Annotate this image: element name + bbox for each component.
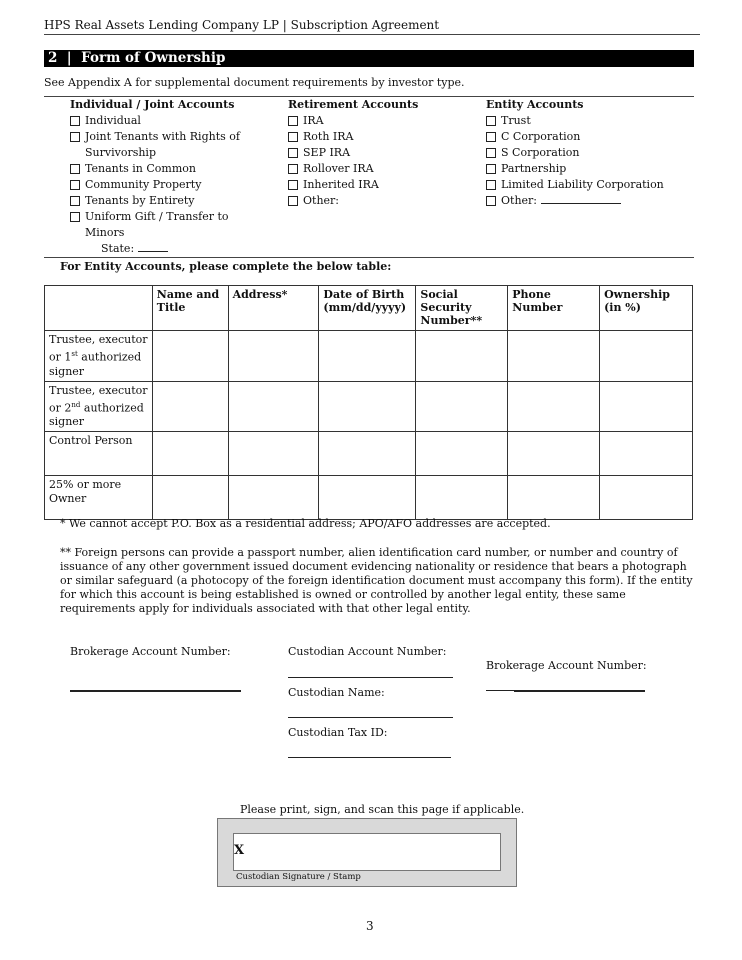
checkbox[interactable]	[70, 116, 80, 126]
table-cell[interactable]	[416, 476, 508, 520]
option-entity-other[interactable]: Other:	[486, 193, 696, 209]
brokerage-account-label-left: Brokerage Account Number:	[70, 645, 231, 658]
checkbox[interactable]	[70, 180, 80, 190]
custodian-account-label: Custodian Account Number:	[288, 645, 447, 658]
table-row	[45, 432, 693, 476]
option-individual[interactable]: Individual	[70, 113, 270, 129]
checkbox[interactable]	[70, 132, 80, 142]
state-field[interactable]: State:	[70, 241, 270, 257]
row-label: Trustee, executor or 1st authorized signer	[45, 331, 153, 382]
col-header-address: Address*	[228, 286, 319, 331]
custodian-tax-label: Custodian Tax ID:	[288, 726, 388, 739]
section-title: 2 | Form of Ownership	[44, 50, 694, 67]
option-joint-tenants[interactable]: Joint Tenants with Rights of Survivorship	[70, 129, 270, 161]
table-cell[interactable]	[152, 331, 228, 382]
table-cell[interactable]	[600, 381, 693, 432]
checkbox[interactable]	[70, 212, 80, 222]
state-blank[interactable]	[138, 241, 168, 252]
table-cell[interactable]	[152, 381, 228, 432]
option-tenants-by-entirety[interactable]: Tenants by Entirety	[70, 193, 270, 209]
checkbox[interactable]	[70, 164, 80, 174]
col-header-dob: Date of Birth (mm/dd/yyyy)	[319, 286, 416, 331]
table-cell[interactable]	[152, 432, 228, 476]
checkbox[interactable]	[288, 132, 298, 142]
print-sign-instruction: Please print, sign, and scan this page if applicable.	[240, 803, 525, 816]
checkbox[interactable]	[486, 196, 496, 206]
option-inherited-ira[interactable]: Inherited IRA	[288, 177, 468, 193]
table-cell[interactable]	[319, 331, 416, 382]
custodian-account-line[interactable]	[288, 677, 453, 678]
option-tenants-in-common[interactable]: Tenants in Common	[70, 161, 270, 177]
brokerage-account-line-right-a[interactable]	[486, 690, 514, 691]
option-partnership[interactable]: Partnership	[486, 161, 696, 177]
individual-heading: Individual / Joint Accounts	[70, 98, 235, 111]
individual-accounts-column	[70, 97, 270, 257]
option-c-corporation[interactable]: C Corporation	[486, 129, 696, 145]
table-row	[45, 476, 693, 520]
table-cell[interactable]	[416, 432, 508, 476]
table-cell[interactable]	[600, 476, 693, 520]
row-label: 25% or more Owner	[45, 476, 153, 520]
col-header-ownership: Ownership (in %)	[600, 286, 693, 331]
checkbox[interactable]	[288, 116, 298, 126]
option-sep-ira[interactable]: SEP IRA	[288, 145, 468, 161]
custodian-name-label: Custodian Name:	[288, 686, 385, 699]
entity-accounts-column	[486, 97, 696, 209]
checkbox[interactable]	[486, 164, 496, 174]
checkbox[interactable]	[288, 180, 298, 190]
footnote-address: * We cannot accept P.O. Box as a residential address; APO/AFO addresses are accepted.	[60, 517, 551, 530]
col-header-role	[45, 286, 153, 331]
checkbox[interactable]	[486, 148, 496, 158]
table-cell[interactable]	[319, 432, 416, 476]
table-cell[interactable]	[228, 381, 319, 432]
table-cell[interactable]	[228, 476, 319, 520]
checkbox[interactable]	[486, 132, 496, 142]
table-cell[interactable]	[600, 432, 693, 476]
col-header-ssn: Social Security Number**	[416, 286, 508, 331]
option-community-property[interactable]: Community Property	[70, 177, 270, 193]
option-roth-ira[interactable]: Roth IRA	[288, 129, 468, 145]
table-cell[interactable]	[508, 432, 600, 476]
checkbox[interactable]	[288, 164, 298, 174]
table-cell[interactable]	[508, 381, 600, 432]
table-cell[interactable]	[319, 476, 416, 520]
option-rollover-ira[interactable]: Rollover IRA	[288, 161, 468, 177]
row-label: Control Person	[45, 432, 153, 476]
table-row	[45, 381, 693, 432]
option-retirement-other[interactable]: Other:	[288, 193, 468, 209]
table-row	[45, 331, 693, 382]
checkbox[interactable]	[288, 196, 298, 206]
row-label: Trustee, executor or 2nd authorized signer	[45, 381, 153, 432]
table-cell[interactable]	[508, 331, 600, 382]
footnote-foreign-persons: ** Foreign persons can provide a passport number, alien identification card number, or number and country of issuance of any other government issued document evidencing nationality or residence that bears a photograph or similar safeguard (a photocopy of the foreign identification document must accompany this form). If the entity for which this account is being established is owned or controlled by another legal entity, these same requirements apply for individuals associated with that other legal entity.	[60, 546, 693, 615]
table-cell[interactable]	[600, 331, 693, 382]
table-cell[interactable]	[416, 381, 508, 432]
document-header: HPS Real Assets Lending Company LP | Subscription Agreement	[44, 18, 440, 32]
table-cell[interactable]	[508, 476, 600, 520]
checkbox[interactable]	[70, 196, 80, 206]
checkbox[interactable]	[486, 180, 496, 190]
entity-divider	[44, 257, 694, 258]
table-cell[interactable]	[416, 331, 508, 382]
page-number: 3	[366, 919, 374, 933]
col-header-name: Name and Title	[152, 286, 228, 331]
header-divider	[44, 34, 700, 35]
option-llc[interactable]: Limited Liability Corporation	[486, 177, 696, 193]
signature-mark: X	[234, 843, 245, 858]
checkbox[interactable]	[288, 148, 298, 158]
entity-table	[44, 285, 693, 520]
entity-heading: Entity Accounts	[486, 98, 584, 111]
custodian-name-line[interactable]	[288, 717, 453, 718]
col-header-phone: Phone Number	[508, 286, 600, 331]
appendix-note: See Appendix A for supplemental document requirements by investor type.	[44, 76, 465, 89]
retirement-accounts-column	[288, 97, 468, 209]
signature-caption: Custodian Signature / Stamp	[236, 872, 361, 882]
option-ira[interactable]: IRA	[288, 113, 468, 129]
entity-table-title: For Entity Accounts, please complete the below table:	[60, 260, 392, 273]
custodian-tax-line[interactable]	[288, 757, 451, 758]
table-header-row	[45, 286, 693, 331]
table-cell[interactable]	[228, 331, 319, 382]
brokerage-account-line-right-b[interactable]	[514, 690, 645, 692]
table-cell[interactable]	[319, 381, 416, 432]
retirement-heading: Retirement Accounts	[288, 98, 419, 111]
entity-other-blank[interactable]	[541, 193, 621, 204]
checkbox[interactable]	[486, 116, 496, 126]
brokerage-account-line-left[interactable]	[70, 690, 241, 692]
table-cell[interactable]	[152, 476, 228, 520]
option-trust[interactable]: Trust	[486, 113, 696, 129]
option-uniform-gift[interactable]: Uniform Gift / Transfer to Minors	[70, 209, 270, 241]
brokerage-account-label-right: Brokerage Account Number:	[486, 659, 647, 672]
option-s-corporation[interactable]: S Corporation	[486, 145, 696, 161]
table-cell[interactable]	[228, 432, 319, 476]
signature-field[interactable]	[233, 833, 501, 871]
